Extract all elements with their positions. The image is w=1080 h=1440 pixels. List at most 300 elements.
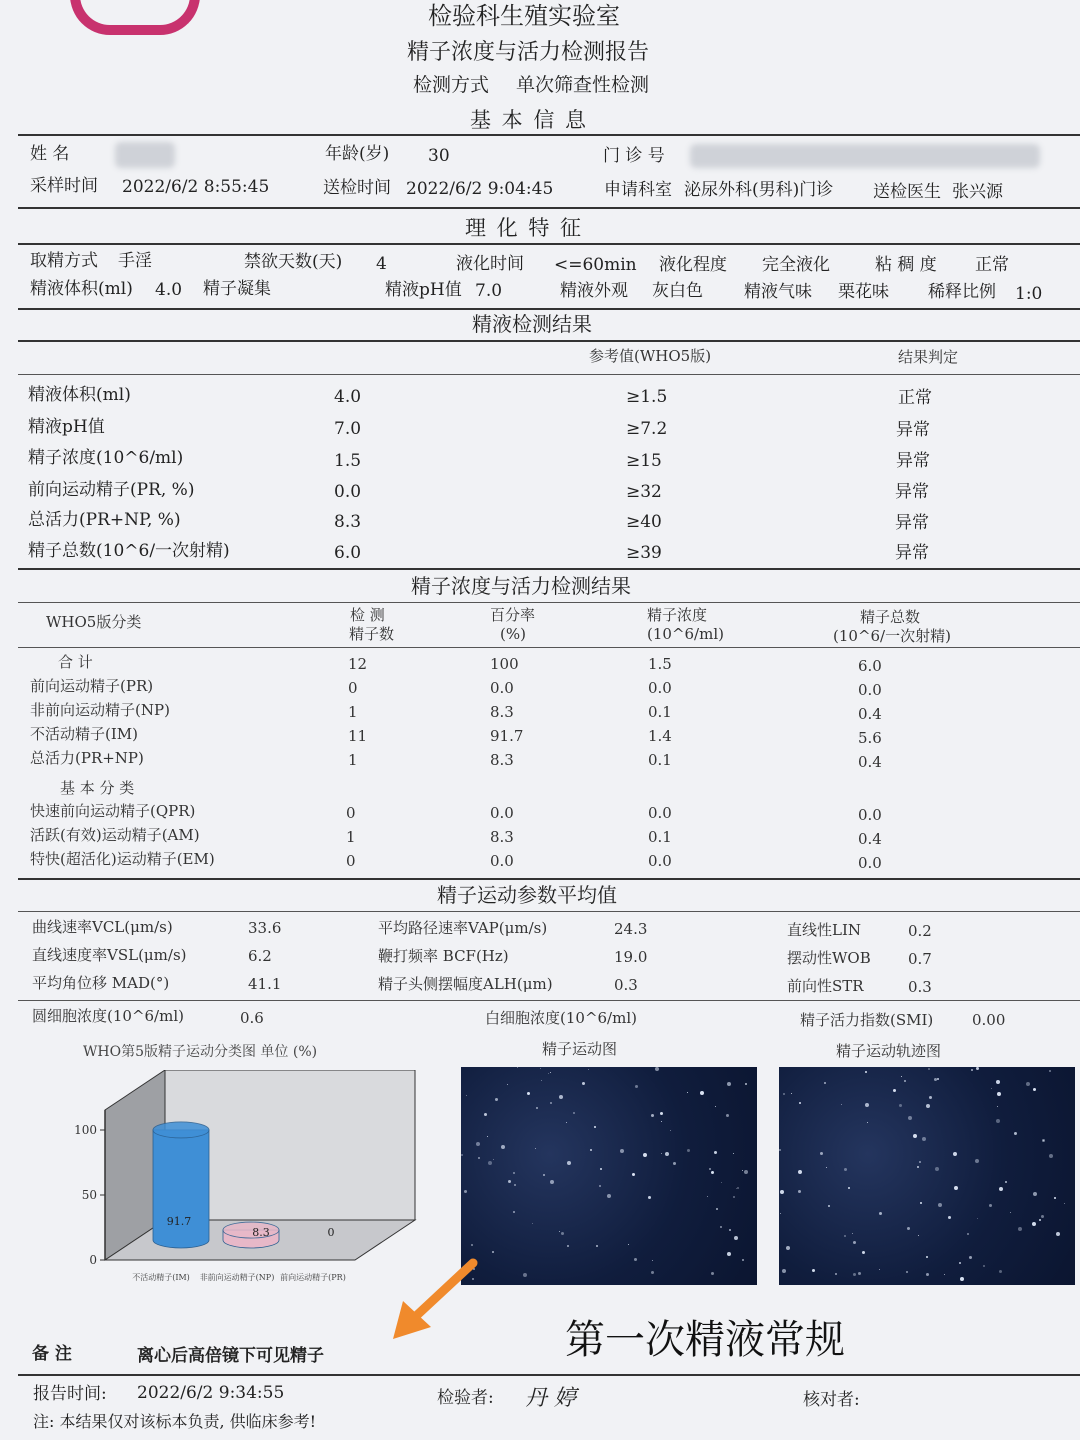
particle: [893, 1089, 896, 1092]
basic-classification-title: 基 本 分 类: [60, 779, 135, 797]
particle: [513, 1211, 515, 1213]
particle: [652, 1260, 653, 1261]
viscosity-label: 粘 稠 度: [875, 255, 937, 275]
particle: [918, 1235, 919, 1236]
y-tick-label: 0: [89, 1253, 97, 1267]
track-image-title: 精子运动轨迹图: [836, 1042, 942, 1060]
param-value: 0.2: [908, 922, 932, 940]
particle: [648, 1196, 651, 1199]
ph-label: 精液pH值: [385, 280, 462, 300]
particle: [906, 1271, 908, 1273]
x-category-label: 非前向运动精子(NP): [199, 1273, 275, 1282]
particle: [643, 1153, 647, 1157]
y-tick-label: 100: [74, 1123, 97, 1137]
particle: [727, 1082, 731, 1086]
motility-row-percent: 0.0: [490, 679, 514, 697]
particle: [1026, 1082, 1030, 1086]
volume-label: 精液体积(ml): [30, 279, 133, 299]
param-value: 0.3: [908, 978, 932, 996]
particle: [867, 1122, 868, 1123]
motility-row-name: 前向运动精子(PR): [30, 677, 154, 695]
particle: [953, 1152, 957, 1156]
particle: [726, 1114, 729, 1117]
param-value: 41.1: [248, 975, 282, 993]
x-category-label: 不活动精子(IM): [132, 1273, 190, 1282]
particle: [1056, 1232, 1060, 1236]
particle: [879, 1269, 880, 1270]
param-label: 摆动性WOB: [787, 949, 871, 967]
motility-row-count: 0: [348, 679, 358, 697]
particle: [559, 1095, 563, 1099]
particle: [865, 1103, 869, 1107]
round-cell-label: 圆细胞浓度(10^6/ml): [32, 1007, 184, 1025]
motility-row-name: 非前向运动精子(NP): [30, 701, 170, 719]
motility-row-percent: 8.3: [490, 751, 514, 769]
particle: [996, 1080, 1000, 1084]
motility-row-total: 6.0: [858, 657, 882, 675]
particle: [1033, 1192, 1037, 1196]
hospital-logo: [70, 0, 200, 35]
particle: [1049, 1154, 1053, 1158]
particle: [960, 1277, 964, 1281]
particle: [714, 1151, 717, 1154]
particle: [742, 1170, 743, 1171]
particle: [673, 1162, 676, 1165]
particle: [464, 1190, 467, 1193]
particle: [651, 1271, 654, 1274]
sperm-track-image: [779, 1067, 1075, 1285]
param-value: 0.7: [908, 950, 932, 968]
particle: [742, 1259, 744, 1261]
send-time-label: 送检时间: [323, 178, 391, 198]
orange-arrow-icon: [385, 1255, 485, 1345]
motility-title: 精子浓度与活力检测结果: [411, 574, 631, 598]
particle: [495, 1098, 498, 1101]
particle: [527, 1092, 530, 1095]
result-row-judge: 异常: [896, 420, 930, 440]
particle: [997, 1106, 998, 1107]
particle: [635, 1085, 638, 1088]
particle: [514, 1184, 516, 1186]
result-row-value: 8.3: [334, 512, 362, 532]
motility-row-count: 11: [348, 727, 368, 745]
particle: [1039, 1219, 1041, 1221]
particle: [543, 1174, 545, 1176]
result-row-judge: 异常: [895, 482, 929, 502]
particle: [786, 1246, 790, 1250]
particle: [628, 1244, 629, 1245]
particle: [828, 1205, 830, 1207]
viscosity-value: 正常: [975, 255, 1009, 275]
volume-value: 4.0: [155, 280, 183, 300]
particle: [780, 1213, 781, 1214]
result-row-judge: 正常: [898, 388, 932, 408]
motility-row-count: 12: [348, 655, 368, 673]
particle: [944, 1274, 945, 1275]
particle: [733, 1153, 734, 1154]
particle: [550, 1072, 551, 1073]
particle: [920, 1202, 922, 1204]
particle: [540, 1068, 541, 1069]
particle: [1014, 1132, 1017, 1135]
particle: [782, 1269, 786, 1273]
motility-subrow-count: 1: [346, 828, 356, 846]
particle: [841, 1104, 842, 1105]
particle: [513, 1172, 515, 1174]
motility-row-conc: 1.4: [648, 727, 672, 745]
smi-label: 精子活力指数(SMI): [800, 1011, 934, 1029]
dept-title: 检验科生殖实验室: [428, 2, 620, 30]
particle: [812, 1269, 815, 1272]
particle: [791, 1093, 792, 1094]
particle: [976, 1067, 979, 1070]
particle: [573, 1112, 575, 1114]
particle: [700, 1091, 704, 1095]
particle: [999, 1187, 1003, 1191]
particle: [1054, 1197, 1056, 1199]
col-count-1: 检 测: [350, 606, 385, 624]
particle: [655, 1067, 659, 1071]
y-tick-label: 50: [81, 1188, 97, 1202]
report-title: 精子浓度与活力检测报告: [407, 40, 650, 65]
result-row-value: 1.5: [334, 451, 362, 471]
particle: [989, 1204, 992, 1207]
particle: [532, 1223, 533, 1224]
particle: [919, 1161, 921, 1163]
motility-row-conc: 0.0: [648, 679, 672, 697]
particle: [536, 1107, 538, 1109]
particle: [559, 1231, 560, 1232]
result-row-ref: ≥15: [626, 451, 662, 471]
divider: [18, 878, 1080, 880]
particle: [917, 1166, 919, 1168]
remark-label: 备 注: [32, 1344, 72, 1364]
motility-row-name: 合 计: [58, 653, 93, 671]
particle: [582, 1082, 585, 1085]
particle: [599, 1185, 601, 1187]
particle: [862, 1251, 865, 1254]
bar-value-label: 91.7: [166, 1214, 192, 1228]
particle: [596, 1245, 598, 1247]
particle: [660, 1112, 663, 1115]
particle: [600, 1168, 602, 1170]
particle: [567, 1245, 569, 1247]
redacted-clinic-number: [690, 144, 1040, 168]
abstinence-value: 4: [376, 254, 387, 274]
motility-subrow-percent: 0.0: [490, 852, 514, 870]
particle: [687, 1092, 688, 1093]
particle: [687, 1149, 690, 1152]
wbc-label: 白细胞浓度(10^6/ml): [485, 1009, 637, 1027]
particle: [734, 1236, 738, 1240]
particle: [844, 1235, 846, 1237]
particle: [1032, 1222, 1036, 1226]
particle: [1018, 1227, 1022, 1231]
dept-label: 申请科室: [604, 180, 672, 200]
divider: [18, 911, 1080, 912]
motion-image-title: 精子运动图: [542, 1040, 618, 1058]
particle: [523, 1273, 527, 1277]
col-conc-2: (10^6/ml): [647, 625, 724, 643]
result-row-name: 前向运动精子(PR, %): [28, 480, 195, 500]
motility-row-count: 1: [348, 751, 358, 769]
particle: [715, 1106, 716, 1107]
motility-row-conc: 1.5: [648, 655, 672, 673]
param-label: 直线性LIN: [787, 921, 862, 939]
particle: [926, 1104, 930, 1108]
particle: [926, 1273, 929, 1276]
inspector-label: 检验者:: [437, 1388, 494, 1408]
particle: [844, 1168, 847, 1171]
param-label: 直线速度率VSL(μm/s): [32, 946, 187, 964]
particle: [535, 1148, 536, 1149]
report-time-label: 报告时间:: [33, 1384, 107, 1404]
particle: [588, 1069, 589, 1070]
particle: [999, 1270, 1002, 1273]
motility-subrow-total: 0.4: [858, 830, 882, 848]
result-row-name: 精液体积(ml): [28, 385, 131, 405]
particle: [928, 1068, 930, 1070]
motility-row-total: 0.4: [858, 705, 882, 723]
redacted-name: [115, 142, 175, 168]
motility-row-name: 总活力(PR+NP): [30, 749, 144, 767]
particle: [711, 1171, 714, 1174]
motility-row-total: 0.0: [858, 681, 882, 699]
particle: [541, 1080, 542, 1081]
inspector-signature: 丹 婷: [525, 1386, 576, 1411]
particle: [783, 1093, 785, 1095]
divider: [18, 243, 1080, 245]
motility-row-name: 不活动精子(IM): [30, 725, 138, 743]
particle: [908, 1116, 912, 1120]
particle: [1064, 1203, 1065, 1204]
particle: [471, 1244, 473, 1246]
particle: [913, 1134, 917, 1138]
ref-header: 参考值(WHO5版): [589, 347, 712, 365]
method-value: 单次筛查性检测: [516, 74, 650, 96]
particle: [632, 1173, 635, 1176]
particle: [926, 1256, 928, 1258]
name-label: 姓 名: [30, 144, 70, 164]
param-label: 平均角位移 MAD(°): [32, 974, 170, 992]
particle: [1041, 1215, 1044, 1218]
motility-subrow-total: 0.0: [858, 806, 882, 824]
particle: [975, 1159, 979, 1163]
particle: [550, 1102, 552, 1104]
liquefaction-degree-value: 完全液化: [762, 255, 830, 275]
particle: [720, 1226, 722, 1228]
result-row-ref: ≥32: [626, 482, 662, 502]
report-time-value: 2022/6/2 9:34:55: [137, 1383, 285, 1403]
motility-bar-chart: [55, 1070, 435, 1330]
col-total-1: 精子总数: [860, 608, 921, 626]
result-row-name: 精子总数(10^6/一次射精): [28, 541, 230, 561]
particle: [709, 1168, 711, 1170]
divider: [18, 340, 1080, 342]
motility-row-total: 5.6: [858, 729, 882, 747]
particle: [478, 1157, 480, 1159]
motility-subrow-count: 0: [346, 804, 356, 822]
col-conc-1: 精子浓度: [647, 606, 708, 624]
ph-value: 7.0: [475, 281, 503, 301]
motility-subrow-percent: 0.0: [490, 804, 514, 822]
results-title: 精液检测结果: [472, 312, 592, 336]
age-label: 年龄(岁): [325, 144, 390, 164]
motility-subrow-count: 0: [346, 852, 356, 870]
particle: [484, 1113, 487, 1116]
result-row-ref: ≥40: [626, 512, 662, 532]
particle: [594, 1126, 596, 1128]
particle: [904, 1080, 906, 1082]
particle: [935, 1167, 939, 1171]
motility-row-count: 1: [348, 703, 358, 721]
particle: [852, 1233, 853, 1234]
motility-row-percent: 91.7: [490, 727, 524, 745]
particle: [507, 1084, 508, 1085]
particle: [476, 1142, 480, 1146]
particle: [977, 1218, 978, 1219]
motility-row-conc: 0.1: [648, 751, 672, 769]
particle: [853, 1273, 856, 1276]
motility-subrow-conc: 0.1: [648, 828, 672, 846]
particle: [1042, 1139, 1045, 1142]
result-row-name: 精液pH值: [28, 417, 105, 437]
motility-row-total: 0.4: [858, 753, 882, 771]
clinic-number-label: 门 诊 号: [603, 146, 665, 166]
particle: [651, 1114, 654, 1117]
divider: [18, 647, 1080, 648]
particle: [607, 1194, 611, 1198]
particle: [466, 1095, 467, 1096]
odor-label: 精液气味: [744, 282, 812, 302]
param-value: 6.2: [248, 947, 272, 965]
result-row-ref: ≥1.5: [626, 387, 668, 407]
particle: [488, 1161, 492, 1165]
motility-subrow-name: 快速前向运动精子(QPR): [30, 802, 196, 820]
param-label: 精子头侧摆幅度ALH(μm): [378, 975, 553, 993]
doctor-value: 张兴源: [952, 182, 1003, 202]
particle: [799, 1102, 801, 1104]
particle: [779, 1149, 781, 1151]
particle: [865, 1071, 867, 1073]
particle: [971, 1069, 973, 1071]
motility-subrow-percent: 8.3: [490, 828, 514, 846]
particle: [996, 1119, 1000, 1123]
particle: [798, 1170, 802, 1174]
particle: [517, 1067, 518, 1068]
sperm-motion-image: [461, 1067, 757, 1285]
appearance-label: 精液外观: [560, 281, 628, 301]
particle: [550, 1180, 554, 1184]
result-row-value: 7.0: [334, 419, 362, 439]
particle: [798, 1190, 801, 1193]
particle: [1033, 1088, 1036, 1091]
divider: [18, 374, 1080, 375]
result-row-value: 0.0: [334, 482, 362, 502]
particle: [901, 1076, 902, 1077]
judge-header: 结果判定: [898, 348, 959, 366]
particle: [548, 1073, 549, 1074]
particle: [566, 1122, 567, 1123]
col-count-2: 精子数: [349, 625, 395, 643]
bar-value-label: 0: [327, 1226, 335, 1239]
round-cell-value: 0.6: [240, 1009, 264, 1027]
particle: [561, 1232, 564, 1235]
particle: [983, 1265, 985, 1267]
particle: [858, 1272, 861, 1275]
particle: [487, 1136, 488, 1137]
result-row-value: 4.0: [334, 387, 362, 407]
particle: [721, 1182, 722, 1183]
abstinence-label: 禁欲天数(天): [244, 252, 343, 272]
param-value: 33.6: [248, 919, 282, 937]
particle: [826, 1167, 827, 1168]
divider: [18, 308, 1080, 310]
particle: [661, 1153, 662, 1154]
particle: [907, 1227, 910, 1230]
particle: [727, 1252, 731, 1256]
param-value: 24.3: [614, 920, 648, 938]
dilution-value: 1:0: [1015, 284, 1043, 304]
result-row-judge: 异常: [895, 543, 929, 563]
particle: [567, 1161, 571, 1165]
col-percent-1: 百分率: [490, 606, 536, 624]
motility-subrow-conc: 0.0: [648, 804, 672, 822]
bar-chart-title: WHO第5版精子运动分类图 单位 (%): [83, 1044, 318, 1060]
particle: [1010, 1212, 1011, 1213]
motility-subrow-total: 0.0: [858, 854, 882, 872]
annotation-caption: 第一次精液常规: [565, 1317, 845, 1363]
particle: [729, 1229, 731, 1231]
particle: [707, 1196, 708, 1197]
particle: [969, 1256, 972, 1259]
collection-method-value: 手淫: [118, 251, 152, 271]
particle: [922, 1137, 926, 1141]
odor-value: 栗花味: [838, 282, 889, 302]
param-label: 前向性STR: [787, 977, 864, 995]
particle: [948, 1216, 951, 1219]
x-category-label: 前向运动精子(PR): [280, 1273, 346, 1282]
result-row-name: 精子浓度(10^6/ml): [28, 448, 184, 468]
motility-row-percent: 8.3: [490, 703, 514, 721]
param-label: 曲线速率VCL(μm/s): [32, 918, 173, 936]
particle: [711, 1272, 714, 1275]
particle: [991, 1088, 992, 1089]
particle: [1049, 1070, 1051, 1072]
particle: [501, 1145, 505, 1149]
agglutination-label: 精子凝集: [203, 279, 271, 299]
sample-time-value: 2022/6/2 8:55:45: [122, 177, 270, 197]
particle: [879, 1212, 882, 1215]
particle: [670, 1130, 671, 1131]
param-value: 0.3: [614, 976, 638, 994]
particle: [1005, 1181, 1007, 1183]
particle: [737, 1187, 739, 1189]
particle: [780, 1190, 784, 1194]
particle: [937, 1078, 939, 1080]
bar-value-label: 8.3: [252, 1226, 270, 1239]
send-time-value: 2022/6/2 9:04:45: [406, 179, 554, 199]
result-row-name: 总活力(PR+NP, %): [28, 510, 181, 530]
bar-cylinder-top: [223, 1222, 279, 1238]
param-label: 鞭打频率 BCF(Hz): [378, 947, 509, 965]
divider: [18, 1374, 1080, 1376]
particle: [492, 1251, 494, 1253]
particle: [835, 1273, 837, 1275]
col-percent-2: (%): [500, 625, 526, 643]
liquefaction-degree-label: 液化程度: [659, 255, 727, 275]
divider: [18, 568, 1080, 570]
